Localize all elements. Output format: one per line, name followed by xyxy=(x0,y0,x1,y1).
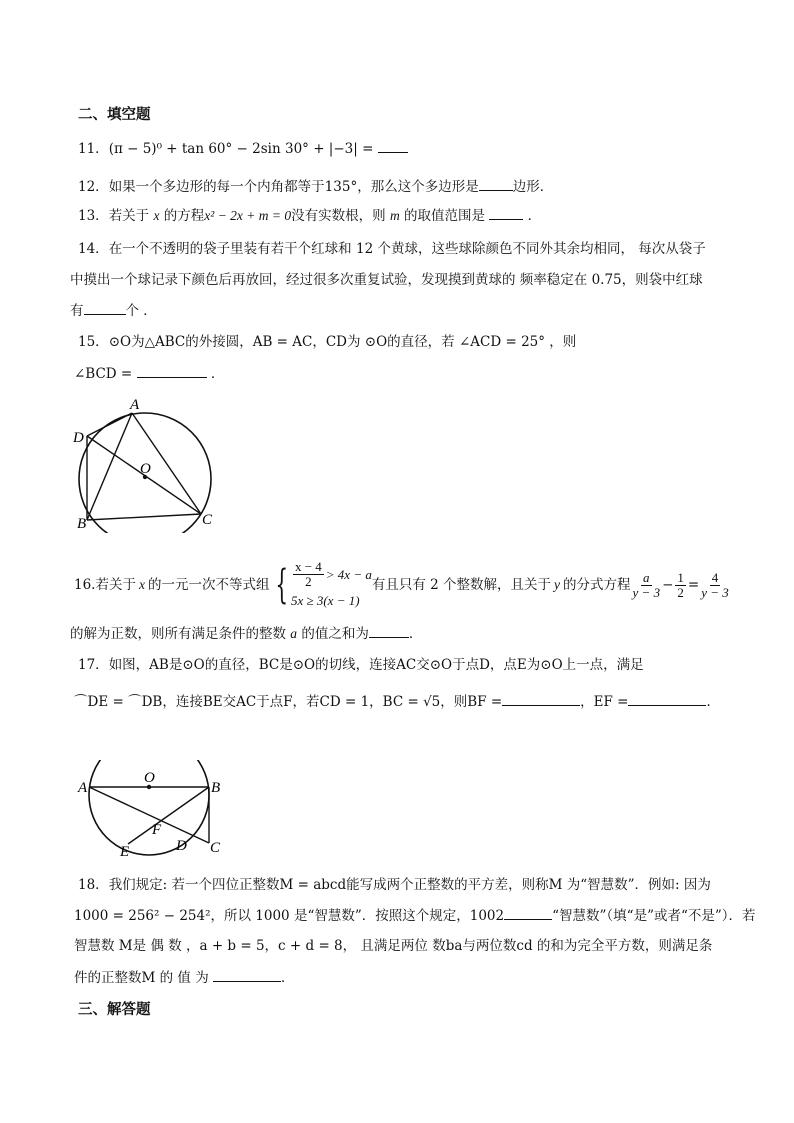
fraction-denominator: 2 xyxy=(305,574,312,589)
question-18-line4 xyxy=(74,968,295,987)
question-text: ． xyxy=(527,208,542,224)
question-text: 若关于 xyxy=(108,208,150,224)
label-C: C xyxy=(210,840,221,856)
question-text: 没有实数根，则 xyxy=(291,208,386,224)
inequality-system xyxy=(269,560,371,610)
fraction-numerator: 1 xyxy=(677,569,684,585)
question-text: 如图，AB是⊙O的直径，BC是⊙O的切线，连接AC交⊙O于点D，点E为⊙O上一点，满足 xyxy=(108,657,644,673)
label-E: E xyxy=(120,844,130,860)
figure-15-circle-diagram xyxy=(68,393,228,533)
question-13 xyxy=(78,206,541,225)
question-15-line2 xyxy=(74,364,224,383)
answer-blank[interactable] xyxy=(84,301,126,315)
fraction-numerator: x − 4 xyxy=(294,559,322,574)
segment-BE xyxy=(128,787,209,844)
operator: = xyxy=(687,577,700,593)
question-text: ． xyxy=(408,626,423,642)
question-text: 如果一个多边形的每一个内角都等于135°，那么这个多边形是 xyxy=(108,179,479,195)
question-text: 1000 = 256² − 254²，所以 1000 是“智慧数”．按照这个规定，1002 xyxy=(74,908,505,924)
question-text: 我们规定: 若一个四位正整数M = abcd能写成两个正整数的平方差，则称M 为“智慧数”．例如: 因为 xyxy=(108,877,711,893)
answer-blank[interactable] xyxy=(489,206,523,220)
question-number: 14． xyxy=(78,241,109,257)
question-text: ⌒DE = ⌒DB，连接BE交AC于点F，若CD = 1，BC = √5，则BF = xyxy=(74,694,503,710)
question-11 xyxy=(78,139,408,158)
inequality-rest: > 4x − a xyxy=(325,566,372,582)
label-B: B xyxy=(77,516,87,532)
fraction-numerator: 4 xyxy=(711,569,719,585)
segment-AB xyxy=(87,413,132,520)
question-text: 边形． xyxy=(512,179,554,195)
question-text: 的方程 xyxy=(163,208,205,224)
question-17 xyxy=(78,656,644,674)
math-variable: a xyxy=(290,626,298,641)
question-18-line2 xyxy=(74,906,756,925)
math-variable: x xyxy=(138,577,145,592)
question-text: 有 xyxy=(70,303,84,319)
question-text: ∠BCD = xyxy=(74,366,133,382)
fraction-numerator: a xyxy=(643,569,650,585)
question-number: 18． xyxy=(78,877,109,893)
question-16 xyxy=(74,560,731,610)
question-18 xyxy=(78,876,711,894)
brace-icon: { xyxy=(275,562,289,608)
label-A: A xyxy=(78,780,88,796)
answer-blank[interactable] xyxy=(369,624,409,638)
label-D: D xyxy=(73,430,84,446)
question-number: 12． xyxy=(78,179,109,195)
segment-AD xyxy=(87,413,132,436)
label-O: O xyxy=(144,770,155,786)
math-variable: x xyxy=(153,208,160,223)
question-14-line2: 中摸出一个球记录下颜色后再放回，经过很多次重复试验，发现摸到黄球的 频率稳定在 0.75，则袋中红球 xyxy=(70,272,703,288)
question-text: 的值之和为 xyxy=(301,626,369,642)
label-F: F xyxy=(152,822,162,838)
question-text: 个 ． xyxy=(125,303,157,319)
answer-blank[interactable] xyxy=(137,364,207,378)
fraction-denominator: 2 xyxy=(677,584,684,600)
figure-17-circle-diagram xyxy=(72,760,232,860)
question-15 xyxy=(78,333,576,351)
math-variable: y xyxy=(554,577,561,592)
question-text: 的取值范围是 xyxy=(404,208,485,224)
question-14 xyxy=(78,240,706,258)
answer-blank-EF[interactable] xyxy=(628,692,706,706)
label-C: C xyxy=(202,512,213,528)
question-14-line3 xyxy=(70,301,157,320)
question-text: ． xyxy=(706,694,720,710)
question-text: 在一个不透明的袋子里装有若干个红球和 12 个黄球，这些球除颜色不同外其余均相同， 每次从袋子 xyxy=(108,241,706,257)
q11-expression: (π − 5)⁰ + tan 60° − 2sin 30° + |−3| = xyxy=(108,141,374,157)
question-17-line2 xyxy=(74,692,720,711)
inequality-row-2: 5x ≥ 3(x − 1) xyxy=(290,593,360,608)
fraction-denominator: y − 3 xyxy=(701,584,729,600)
operator: − xyxy=(662,577,674,593)
question-number: 17． xyxy=(78,657,109,673)
math-variable: m xyxy=(389,208,400,223)
segment-BC xyxy=(87,514,201,520)
section-heading-answers: 三、解答题 xyxy=(78,1002,151,1018)
label-O: O xyxy=(140,461,151,477)
label-A: A xyxy=(130,397,140,413)
question-number: 15． xyxy=(78,334,109,350)
question-text: “智慧数”（填“是”或者“不是”）．若 xyxy=(552,908,756,924)
answer-blank[interactable] xyxy=(213,968,281,982)
question-number: 11． xyxy=(78,141,109,157)
section-heading-fill-in: 二、填空题 xyxy=(78,107,151,123)
math-equation: x² − 2x + m = 0 xyxy=(204,208,292,223)
label-B: B xyxy=(211,780,221,796)
question-number: 16. xyxy=(74,577,96,593)
question-text: ⊙O为△ABC的外接圆，AB = AC，CD为 ⊙O的直径，若 ∠ACD = 25° ，则 xyxy=(108,334,577,350)
answer-blank[interactable] xyxy=(479,177,513,191)
question-text: 的分式方程 xyxy=(563,577,631,593)
fraction-denominator: y − 3 xyxy=(632,584,661,600)
label-D: D xyxy=(176,838,187,854)
segment-AC xyxy=(89,787,209,843)
question-text: 若关于 xyxy=(95,577,136,593)
question-number: 13． xyxy=(78,208,109,224)
question-16-line2 xyxy=(70,624,422,643)
question-text: 的解为正数，则所有满足条件的整数 xyxy=(70,626,286,642)
answer-blank[interactable] xyxy=(504,906,552,920)
question-text: 的一元一次不等式组 xyxy=(147,577,270,593)
question-text: ． xyxy=(210,366,225,382)
answer-blank[interactable] xyxy=(378,139,408,153)
question-18-line3: 智慧数 M是 偶 数 ，a + b = 5，c + d = 8， 且满足两位 数ba与两位数cd 的和为完全平方数，则满足条 xyxy=(74,938,713,954)
question-12 xyxy=(78,177,553,196)
question-text: 有且只有 2 个整数解，且关于 xyxy=(371,577,552,593)
answer-blank-BF[interactable] xyxy=(502,692,580,706)
question-text: 件的正整数M 的 值 为 xyxy=(74,970,209,986)
question-text: ，EF = xyxy=(580,694,629,710)
question-text: ． xyxy=(281,970,295,986)
